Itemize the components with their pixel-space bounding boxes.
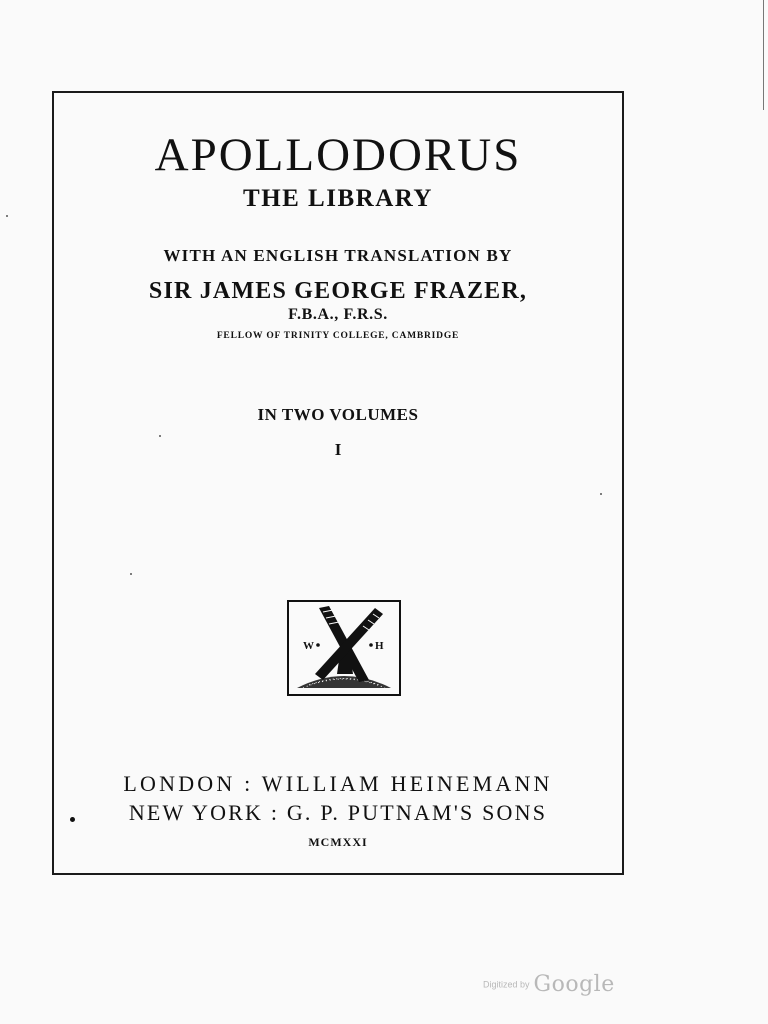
volume-number: I: [334, 440, 342, 459]
windmill-icon: [289, 602, 399, 694]
book-author: APOLLODORUS: [154, 129, 522, 181]
translator-fellowship: FELLOW OF TRINITY COLLEGE, CAMBRIDGE: [216, 331, 460, 341]
book-title: THE LIBRARY: [243, 185, 433, 212]
publisher-london: LONDON : WILLIAM HEINEMANN: [123, 771, 553, 796]
translation-credit: WITH AN ENGLISH TRANSLATION BY: [163, 246, 513, 265]
margin-dot: [70, 817, 75, 822]
emblem-letter-h: H: [375, 640, 384, 652]
scan-speck: [6, 215, 8, 217]
translator-name: SIR JAMES GEORGE FRAZER,: [148, 278, 528, 304]
page-edge-line: [763, 0, 764, 110]
watermark-prefix: Digitized by: [483, 979, 530, 990]
translator-honours: F.B.A., F.R.S.: [288, 306, 388, 323]
digitized-watermark: [483, 972, 615, 997]
title-page-frame: [52, 91, 624, 875]
volume-count: IN TWO VOLUMES: [257, 405, 419, 424]
emblem-letter-w: W: [303, 640, 314, 652]
watermark-brand: Google: [533, 972, 615, 997]
publisher-emblem: [287, 600, 401, 696]
publisher-new-york: NEW YORK : G. P. PUTNAM'S SONS: [128, 800, 548, 825]
publication-year: MCMXXI: [308, 835, 368, 849]
